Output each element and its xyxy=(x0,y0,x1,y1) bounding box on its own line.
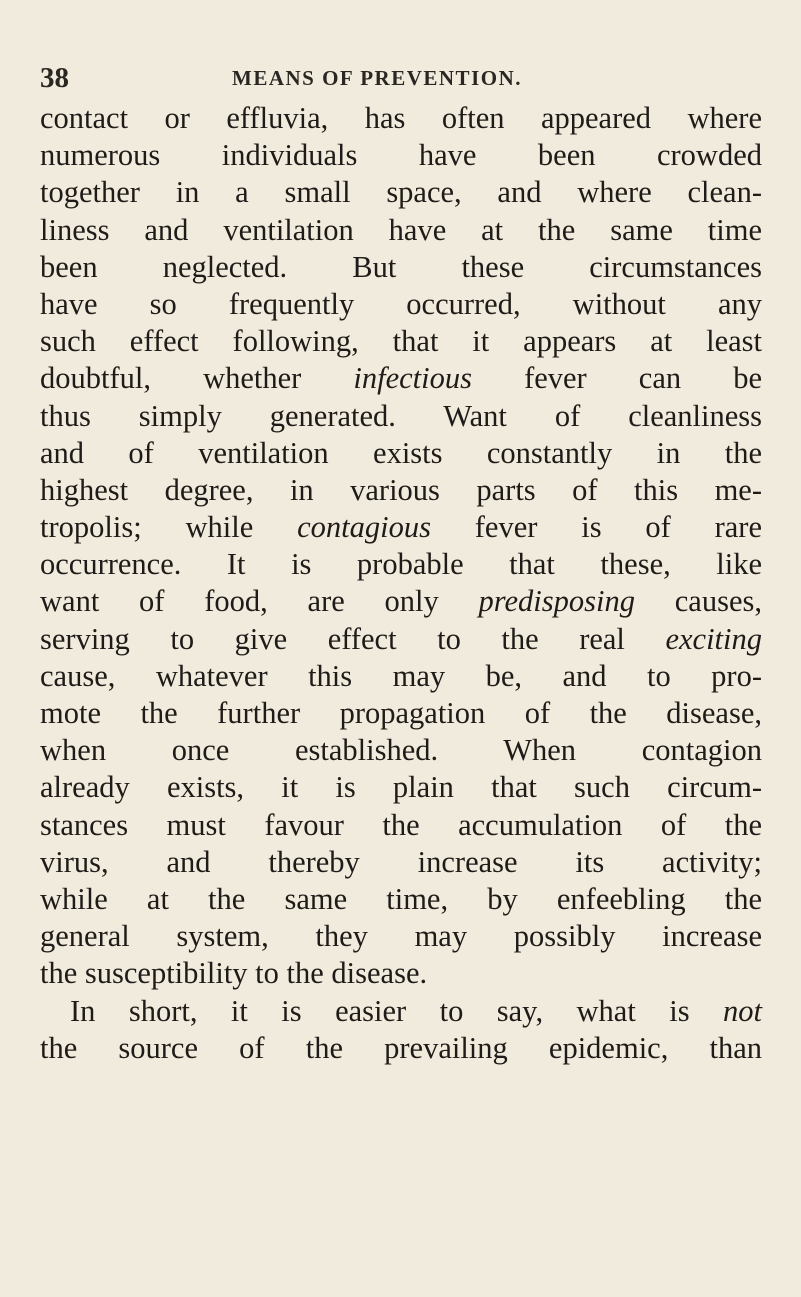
text-line: cause, whatever this may be, and to pro- xyxy=(40,658,762,693)
text-line: have so frequently occurred, without any xyxy=(40,286,762,321)
text-line: serving to give effect to the real exciting xyxy=(40,621,762,656)
text-line: mote the further propagation of the disease, xyxy=(40,696,762,730)
text-line: already exists, it is plain that such circum- xyxy=(40,770,762,805)
italic-word: not xyxy=(723,993,762,1028)
page-number: 38 xyxy=(40,62,69,94)
italic-word: contagious xyxy=(297,510,431,545)
text-line: the source of the prevailing epidemic, than xyxy=(40,1030,762,1065)
text-line: tropolis; while contagious fever is of rare xyxy=(40,510,762,545)
text-line: numerous individuals have been crowded xyxy=(40,138,762,173)
text-line: want of food, are only predisposing causes, xyxy=(40,584,762,619)
text-line: highest degree, in various parts of this me- xyxy=(40,472,762,507)
text-line: when once established. When contagion xyxy=(40,733,762,768)
italic-word: predisposing xyxy=(478,584,635,619)
text-line: doubtful, whether infectious fever can be xyxy=(40,361,762,396)
italic-word: exciting xyxy=(665,621,762,656)
running-title: MEANS OF PREVENTION. xyxy=(232,66,522,90)
text-line: In short, it is easier to say, what is not xyxy=(70,993,762,1028)
text-line: together in a small space, and where clean- xyxy=(40,175,762,210)
running-head xyxy=(40,62,760,92)
text-line: the susceptibility to the disease. xyxy=(40,956,428,991)
text-line: such effect following, that it appears at least xyxy=(40,324,762,359)
body-text xyxy=(40,100,762,1067)
text-line: been neglected. But these circumstances xyxy=(40,249,762,284)
text-line: general system, they may possibly increase xyxy=(40,919,762,954)
text-line: occurrence. It is probable that these, like xyxy=(40,547,762,582)
text-line: while at the same time, by enfeebling the xyxy=(40,881,762,916)
text-line: virus, and thereby increase its activity; xyxy=(40,844,762,879)
italic-word: infectious xyxy=(353,361,472,396)
text-line: liness and ventilation have at the same time xyxy=(40,212,762,247)
text-line: stances must favour the accumulation of the xyxy=(40,807,762,842)
text-line: thus simply generated. Want of cleanliness xyxy=(40,398,762,433)
text-line: contact or effluvia, has often appeared where xyxy=(40,101,762,135)
text-line: and of ventilation exists constantly in the xyxy=(40,435,762,470)
